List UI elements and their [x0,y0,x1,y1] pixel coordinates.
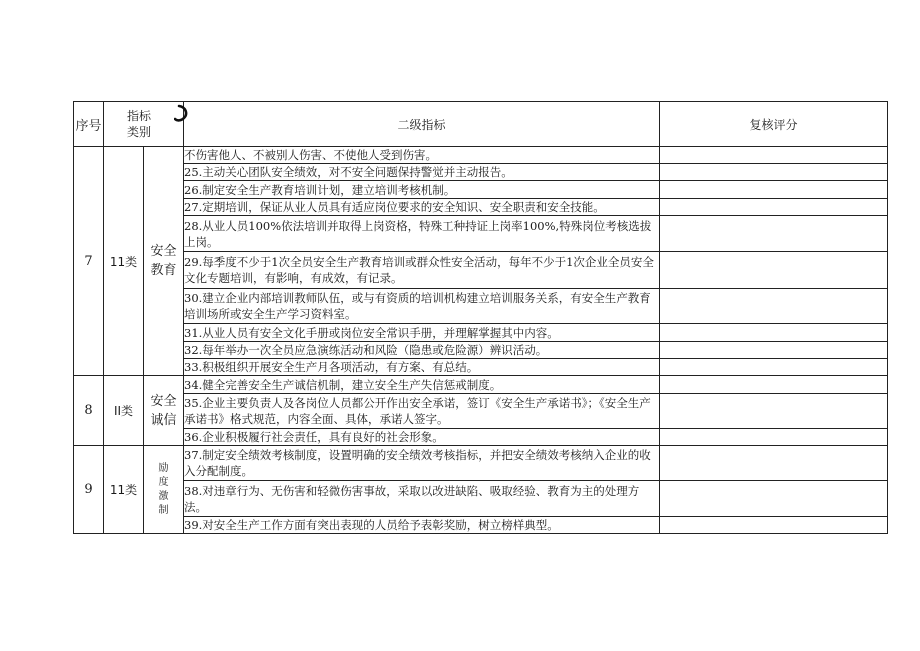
review-score-cell[interactable] [660,517,888,534]
group-class: 11类 [104,147,144,376]
review-score-cell[interactable] [660,429,888,446]
review-score-cell[interactable] [660,164,888,181]
indicator-text: 26.制定安全生产教育培训计划，建立培训考核机制。 [184,181,660,199]
group-class: 11类 [104,446,144,534]
header-review-score: 复核评分 [660,102,888,147]
table-header-row [74,102,888,147]
table-row [74,164,888,181]
group-number: 9 [74,446,104,534]
header-index-category [104,102,184,147]
indicator-text: 不伤害他人、不被别人伤害、不使他人受到伤害。 [184,147,660,164]
review-score-cell[interactable] [660,359,888,376]
group-class: II类 [104,376,144,446]
indicator-text: 25.主动关心团队安全绩效，对不安全问题保持警觉并主动报告。 [184,164,660,181]
review-score-cell[interactable] [660,481,888,517]
review-score-cell[interactable] [660,199,888,216]
table-row [74,324,888,342]
header-index-category-line1: 指标 [126,109,151,123]
review-score-cell[interactable] [660,324,888,342]
table-row [74,446,888,481]
safety-index-table [73,101,888,534]
group-category: 安全教育 [144,147,184,376]
indicator-text: 37.制定安全绩效考核制度，设置明确的安全绩效考核指标，并把安全绩效考核纳入企业的收入分配制度。 [184,446,660,481]
table-row [74,181,888,199]
indicator-text: 31.从业人员有安全文化手册或岗位安全常识手册，并理解掌握其中内容。 [184,324,660,342]
table-row [74,216,888,252]
table-row [74,376,888,394]
table-row [74,481,888,517]
indicator-text: 29.每季度不少于1次全员安全生产教育培训或群众性安全活动，每年不少于1次企业全员安全文化专题培训，有影响，有成效，有记录。 [184,252,660,289]
indicator-text: 32.每年举办一次全员应急演练活动和风险（隐患或危险源）辨识活动。 [184,342,660,359]
hook-mark-icon [174,104,190,124]
review-score-cell[interactable] [660,394,888,429]
header-secondary-index: 二级指标 [184,102,660,147]
indicator-text: 30.建立企业内部培训教师队伍，或与有资质的培训机构建立培训服务关系，有安全生产教育培训场所或安全生产学习资料室。 [184,289,660,324]
table-row [74,429,888,446]
group-category: 安全诚信 [144,376,184,446]
table-row [74,342,888,359]
indicator-text: 39.对安全生产工作方面有突出表现的人员给予表彰奖励，树立榜样典型。 [184,517,660,534]
indicator-text: 34.健全完善安全生产诚信机制，建立安全生产失信惩戒制度。 [184,376,660,394]
review-score-cell[interactable] [660,181,888,199]
indicator-text: 33.积极组织开展安全生产月各项活动，有方案、有总结。 [184,359,660,376]
group-number: 8 [74,376,104,446]
table-row [74,199,888,216]
review-score-cell[interactable] [660,216,888,252]
indicator-text: 35.企业主要负责人及各岗位人员都公开作出安全承诺，签订《安全生产承诺书》；《安全生产承诺书》格式规范，内容全面、具体，承诺人签字。 [184,394,660,429]
table-row [74,359,888,376]
indicator-text: 38.对违章行为、无伤害和轻微伤害事故，采取以改进缺陷、吸取经验、教育为主的处理方法。 [184,481,660,517]
review-score-cell[interactable] [660,376,888,394]
group-number: 7 [74,147,104,376]
header-index-category-line2: 类别 [126,125,151,139]
table-row [74,517,888,534]
review-score-cell[interactable] [660,446,888,481]
review-score-cell[interactable] [660,147,888,164]
review-score-cell[interactable] [660,342,888,359]
table-row [74,147,888,164]
table-row [74,289,888,324]
review-score-cell[interactable] [660,289,888,324]
review-score-cell[interactable] [660,252,888,289]
group-category: 励度激制 [144,446,184,534]
header-serial-number: 序号 [74,102,104,147]
table-row [74,252,888,289]
indicator-text: 27.定期培训，保证从业人员具有适应岗位要求的安全知识、安全职责和安全技能。 [184,199,660,216]
indicator-text: 36.企业积极履行社会责任，具有良好的社会形象。 [184,429,660,446]
table-row [74,394,888,429]
indicator-text: 28.从业人员100%依法培训并取得上岗资格，特殊工种持证上岗率100%,特殊岗位考核选拔上岗。 [184,216,660,252]
